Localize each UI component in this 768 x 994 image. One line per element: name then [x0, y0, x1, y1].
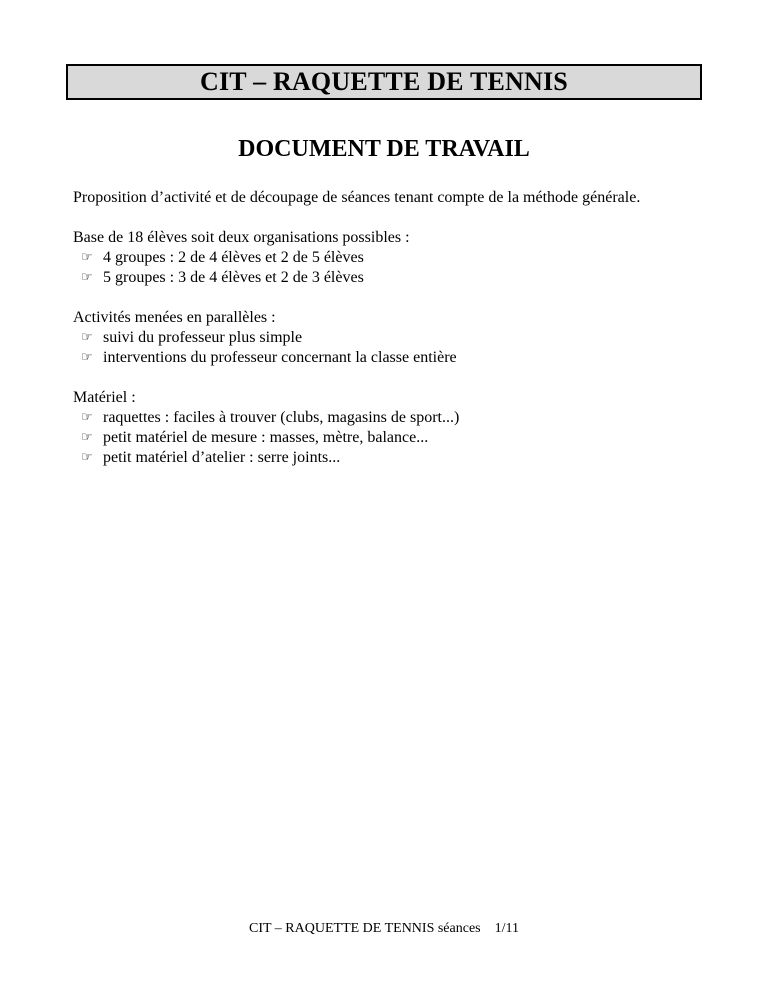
pointing-hand-icon: ☞	[81, 330, 93, 345]
list-item-text: petit matériel de mesure : masses, mètre, balance...	[103, 429, 429, 446]
list-item-text: petit matériel d’atelier : serre joints...	[103, 449, 341, 466]
page-number: 1/11	[494, 921, 519, 936]
list-item	[73, 428, 695, 448]
title-box	[66, 64, 702, 100]
document-subtitle: DOCUMENT DE TRAVAIL	[238, 136, 530, 162]
footer-text: CIT – RAQUETTE DE TENNIS séances	[249, 921, 481, 936]
pointing-hand-icon: ☞	[81, 410, 93, 425]
pointing-hand-icon: ☞	[81, 450, 93, 465]
pointing-hand-icon: ☞	[81, 270, 93, 285]
list-item	[73, 348, 695, 368]
list-item	[73, 448, 695, 468]
section-materiel	[73, 388, 695, 468]
bullet-list	[73, 248, 695, 288]
intro-paragraph: Proposition d’activité et de découpage de séances tenant compte de la méthode générale.	[73, 189, 641, 206]
section-heading: Matériel :	[73, 389, 136, 406]
list-item-text: interventions du professeur concernant la classe entière	[103, 349, 457, 366]
section-activites	[73, 308, 695, 368]
page-footer	[0, 921, 768, 937]
list-item	[73, 408, 695, 428]
bullet-list	[73, 328, 695, 368]
document-body	[73, 188, 695, 488]
section-organisation	[73, 228, 695, 288]
list-item-text: 5 groupes : 3 de 4 élèves et 2 de 3 élèves	[103, 269, 364, 286]
list-item	[73, 248, 695, 268]
list-item	[73, 328, 695, 348]
page-title: CIT – RAQUETTE DE TENNIS	[200, 67, 568, 96]
section-heading: Activités menées en parallèles :	[73, 309, 276, 326]
pointing-hand-icon: ☞	[81, 250, 93, 265]
pointing-hand-icon: ☞	[81, 430, 93, 445]
section-heading: Base de 18 élèves soit deux organisations possibles :	[73, 229, 410, 246]
list-item-text: suivi du professeur plus simple	[103, 329, 303, 346]
bullet-list	[73, 408, 695, 468]
list-item-text: raquettes : faciles à trouver (clubs, magasins de sport...)	[103, 409, 460, 426]
list-item	[73, 268, 695, 288]
list-item-text: 4 groupes : 2 de 4 élèves et 2 de 5 élèves	[103, 249, 364, 266]
pointing-hand-icon: ☞	[81, 350, 93, 365]
